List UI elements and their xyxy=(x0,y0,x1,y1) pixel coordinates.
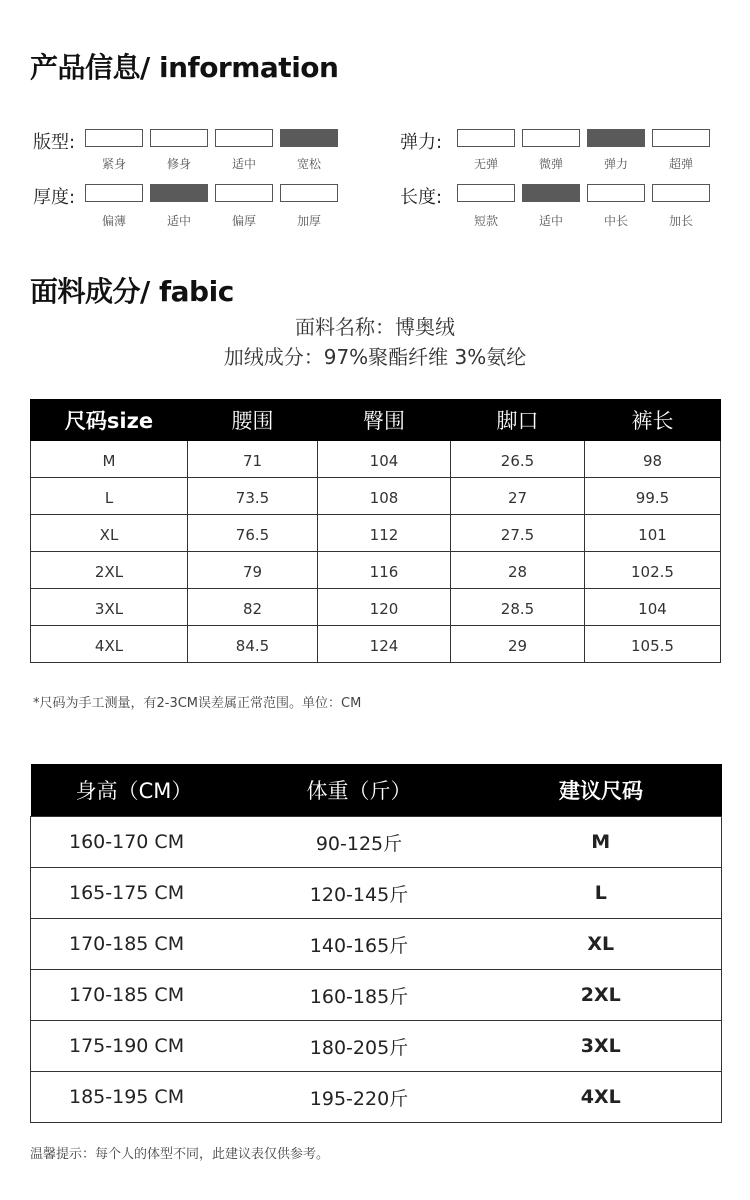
fit-option-3: 适中 xyxy=(231,157,256,171)
fit-box-2 xyxy=(150,129,208,147)
thickness-label: 厚度: xyxy=(33,187,76,208)
recommend-note: 温馨提示：每个人的体型不同，此建议表仅供参考。 xyxy=(30,1147,330,1162)
table-cell: 4XL xyxy=(31,626,188,663)
table-cell: 84.5 xyxy=(188,626,318,663)
recommend-header-height: 身高（CM） xyxy=(31,764,238,817)
table-cell: 195-220斤 xyxy=(238,1072,481,1123)
table-cell: 175-190 CM xyxy=(31,1021,238,1072)
table-cell: 2XL xyxy=(31,552,188,589)
size-table-header xyxy=(31,400,721,441)
table-cell: 170-185 CM xyxy=(31,970,238,1021)
table-cell: 4XL xyxy=(481,1072,722,1123)
table-cell: 90-125斤 xyxy=(238,817,481,868)
table-cell: 105.5 xyxy=(585,626,721,663)
table-cell: 101 xyxy=(585,515,721,552)
length-option-2: 适中 xyxy=(538,214,563,228)
table-cell: 73.5 xyxy=(188,478,318,515)
size-table xyxy=(30,399,721,663)
table-cell: 185-195 CM xyxy=(31,1072,238,1123)
recommend-header-size: 建议尺码 xyxy=(481,764,722,817)
fit-option-2: 修身 xyxy=(166,157,191,171)
table-row xyxy=(31,515,721,552)
elasticity-box-4 xyxy=(652,129,710,147)
thickness-box-2-selected xyxy=(150,184,208,202)
thickness-option-4: 加厚 xyxy=(296,214,321,228)
length-option-4: 加长 xyxy=(668,214,693,228)
fit-box-3 xyxy=(215,129,273,147)
table-cell: 28 xyxy=(451,552,585,589)
size-header-waist: 腰围 xyxy=(188,400,318,441)
fabric-name: 面料名称：博奥绒 xyxy=(295,315,455,339)
table-cell: 104 xyxy=(585,589,721,626)
table-cell: 124 xyxy=(318,626,451,663)
table-cell: M xyxy=(481,817,722,868)
thickness-option-2: 适中 xyxy=(166,214,191,228)
table-cell: 108 xyxy=(318,478,451,515)
size-header-length: 裤长 xyxy=(585,400,721,441)
table-cell: 82 xyxy=(188,589,318,626)
table-row xyxy=(31,589,721,626)
length-box-4 xyxy=(652,184,710,202)
size-table-note: *尺码为手工测量，有2-3CM误差属正常范围。单位：CM xyxy=(33,696,362,711)
table-row xyxy=(31,626,721,663)
elasticity-label: 弹力: xyxy=(400,132,443,153)
table-cell: 160-185斤 xyxy=(238,970,481,1021)
fit-option-4: 宽松 xyxy=(296,157,321,171)
thickness-option-1: 偏薄 xyxy=(101,214,126,228)
table-cell: 112 xyxy=(318,515,451,552)
fabric-title: 面料成分/ fabic xyxy=(30,275,234,308)
info-title: 产品信息/ information xyxy=(30,51,339,84)
table-row xyxy=(31,868,722,919)
elasticity-box-3-selected xyxy=(587,129,645,147)
table-row xyxy=(31,817,722,868)
fit-box-4-selected xyxy=(280,129,338,147)
table-cell: 180-205斤 xyxy=(238,1021,481,1072)
table-cell: 140-165斤 xyxy=(238,919,481,970)
thickness-box-4 xyxy=(280,184,338,202)
table-cell: L xyxy=(31,478,188,515)
table-cell: 29 xyxy=(451,626,585,663)
table-cell: 165-175 CM xyxy=(31,868,238,919)
table-cell: 99.5 xyxy=(585,478,721,515)
size-header-leg-opening: 脚口 xyxy=(451,400,585,441)
fit-box-1 xyxy=(85,129,143,147)
length-box-2-selected xyxy=(522,184,580,202)
elasticity-option-2: 微弹 xyxy=(538,157,563,171)
recommend-header-weight: 体重（斤） xyxy=(238,764,481,817)
length-box-3 xyxy=(587,184,645,202)
thickness-box-3 xyxy=(215,184,273,202)
length-label: 长度: xyxy=(400,187,443,208)
table-cell: 28.5 xyxy=(451,589,585,626)
table-cell: XL xyxy=(31,515,188,552)
fabric-composition: 加绒成分：97%聚酯纤维 3%氨纶 xyxy=(223,345,527,369)
size-header-hip: 臀围 xyxy=(318,400,451,441)
table-cell: 102.5 xyxy=(585,552,721,589)
elasticity-box-2 xyxy=(522,129,580,147)
table-cell: 104 xyxy=(318,441,451,478)
table-cell: 26.5 xyxy=(451,441,585,478)
table-cell: 160-170 CM xyxy=(31,817,238,868)
thickness-box-1 xyxy=(85,184,143,202)
size-recommendation-table xyxy=(30,764,722,1123)
elasticity-option-4: 超弹 xyxy=(668,157,693,171)
table-row xyxy=(31,970,722,1021)
length-option-1: 短款 xyxy=(473,214,498,228)
table-cell: 3XL xyxy=(481,1021,722,1072)
table-cell: 79 xyxy=(188,552,318,589)
table-cell: L xyxy=(481,868,722,919)
table-row xyxy=(31,1072,722,1123)
table-cell: 116 xyxy=(318,552,451,589)
table-cell: 120 xyxy=(318,589,451,626)
table-row xyxy=(31,552,721,589)
length-box-1 xyxy=(457,184,515,202)
table-cell: 3XL xyxy=(31,589,188,626)
elasticity-box-1 xyxy=(457,129,515,147)
table-cell: 27 xyxy=(451,478,585,515)
thickness-option-3: 偏厚 xyxy=(231,214,256,228)
table-cell: XL xyxy=(481,919,722,970)
size-header-size: 尺码size xyxy=(31,400,188,441)
table-row xyxy=(31,478,721,515)
elasticity-option-1: 无弹 xyxy=(473,157,498,171)
table-cell: 98 xyxy=(585,441,721,478)
length-option-3: 中长 xyxy=(603,214,628,228)
table-cell: 71 xyxy=(188,441,318,478)
table-row xyxy=(31,441,721,478)
table-row xyxy=(31,1021,722,1072)
table-cell: 170-185 CM xyxy=(31,919,238,970)
table-cell: 76.5 xyxy=(188,515,318,552)
recommend-table-header xyxy=(31,764,722,817)
table-row xyxy=(31,919,722,970)
fit-label: 版型: xyxy=(33,132,76,153)
elasticity-option-3: 弹力 xyxy=(603,157,628,171)
table-cell: 120-145斤 xyxy=(238,868,481,919)
table-cell: 2XL xyxy=(481,970,722,1021)
table-cell: M xyxy=(31,441,188,478)
table-cell: 27.5 xyxy=(451,515,585,552)
fit-option-1: 紧身 xyxy=(101,157,126,171)
